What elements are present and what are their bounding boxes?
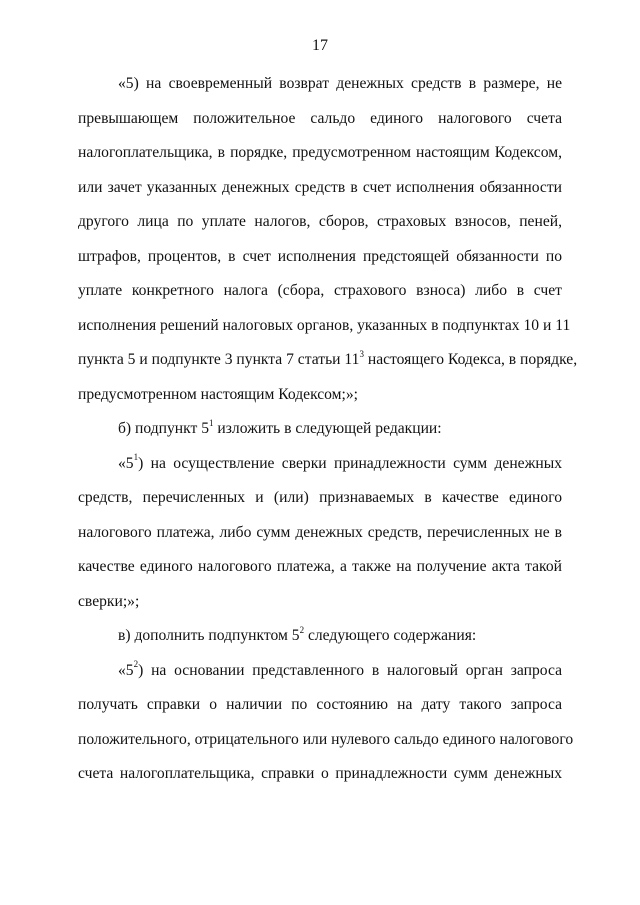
- paragraph-line: или зачет указанных денежных средств в счет исполнения обязанности: [78, 178, 562, 196]
- paragraph-line: уплате конкретного налога (сбора, страхового взноса) либо в счет: [78, 282, 562, 299]
- superscript: 1: [209, 417, 214, 428]
- paragraph-line: другого лица по уплате налогов, сборов, страховых взносов, пеней,: [78, 213, 562, 230]
- document-body: [78, 73, 578, 798]
- paragraph-line: б) подпункт $5^1$ изложить в следующей редакции:: [118, 417, 442, 437]
- paragraph-line: счета налогоплательщика, справки о принадлежности сумм денежных: [78, 765, 562, 782]
- page-number: 17: [312, 37, 328, 54]
- superscript: 2: [133, 659, 139, 670]
- paragraph-line: «$5^1$) на осуществление сверки принадлежности сумм денежных: [118, 452, 562, 472]
- paragraph-line: в) дополнить подпунктом $5^2$ следующего содержания:: [118, 624, 477, 644]
- paragraph-line: средств, перечисленных и (или) признаваемых в качестве единого: [78, 489, 562, 506]
- paragraph-line: пункта 5 и подпункте 3 пункта 7 статьи $11^3$ настоящего Кодекса, в порядке,: [78, 348, 578, 368]
- paragraph-line: исполнения решений налоговых органов, указанных в подпунктах 10 и 11: [78, 316, 571, 334]
- paragraph-line: налогоплательщика, в порядке, предусмотренном настоящим Кодексом,: [78, 144, 562, 161]
- superscript: 2: [299, 624, 305, 635]
- superscript: 1: [133, 452, 139, 463]
- paragraph-line: «$5^2$) на основании представленного в налоговый орган запроса: [118, 659, 562, 679]
- paragraph-line: сверки;»;: [78, 592, 140, 610]
- paragraph-line: превышающем положительное сальдо единого налогового счета: [78, 109, 562, 127]
- paragraph-line: штрафов, процентов, в счет исполнения предстоящей обязанности по: [78, 247, 562, 265]
- paragraph-line: положительного, отрицательного или нулевого сальдо единого налогового: [78, 730, 574, 748]
- superscript: 3: [359, 348, 364, 359]
- paragraph-line: «5) на своевременный возврат денежных средств в размере, не: [118, 75, 562, 92]
- paragraph-line: получать справки о наличии по состоянию на дату такого запроса: [78, 696, 562, 713]
- paragraph-line: качестве единого налогового платежа, а также на получение акта такой: [78, 558, 562, 575]
- paragraph-line: предусмотренном настоящим Кодексом;»;: [78, 385, 359, 403]
- paragraph-line: налогового платежа, либо сумм денежных средств, перечисленных не в: [78, 523, 562, 541]
